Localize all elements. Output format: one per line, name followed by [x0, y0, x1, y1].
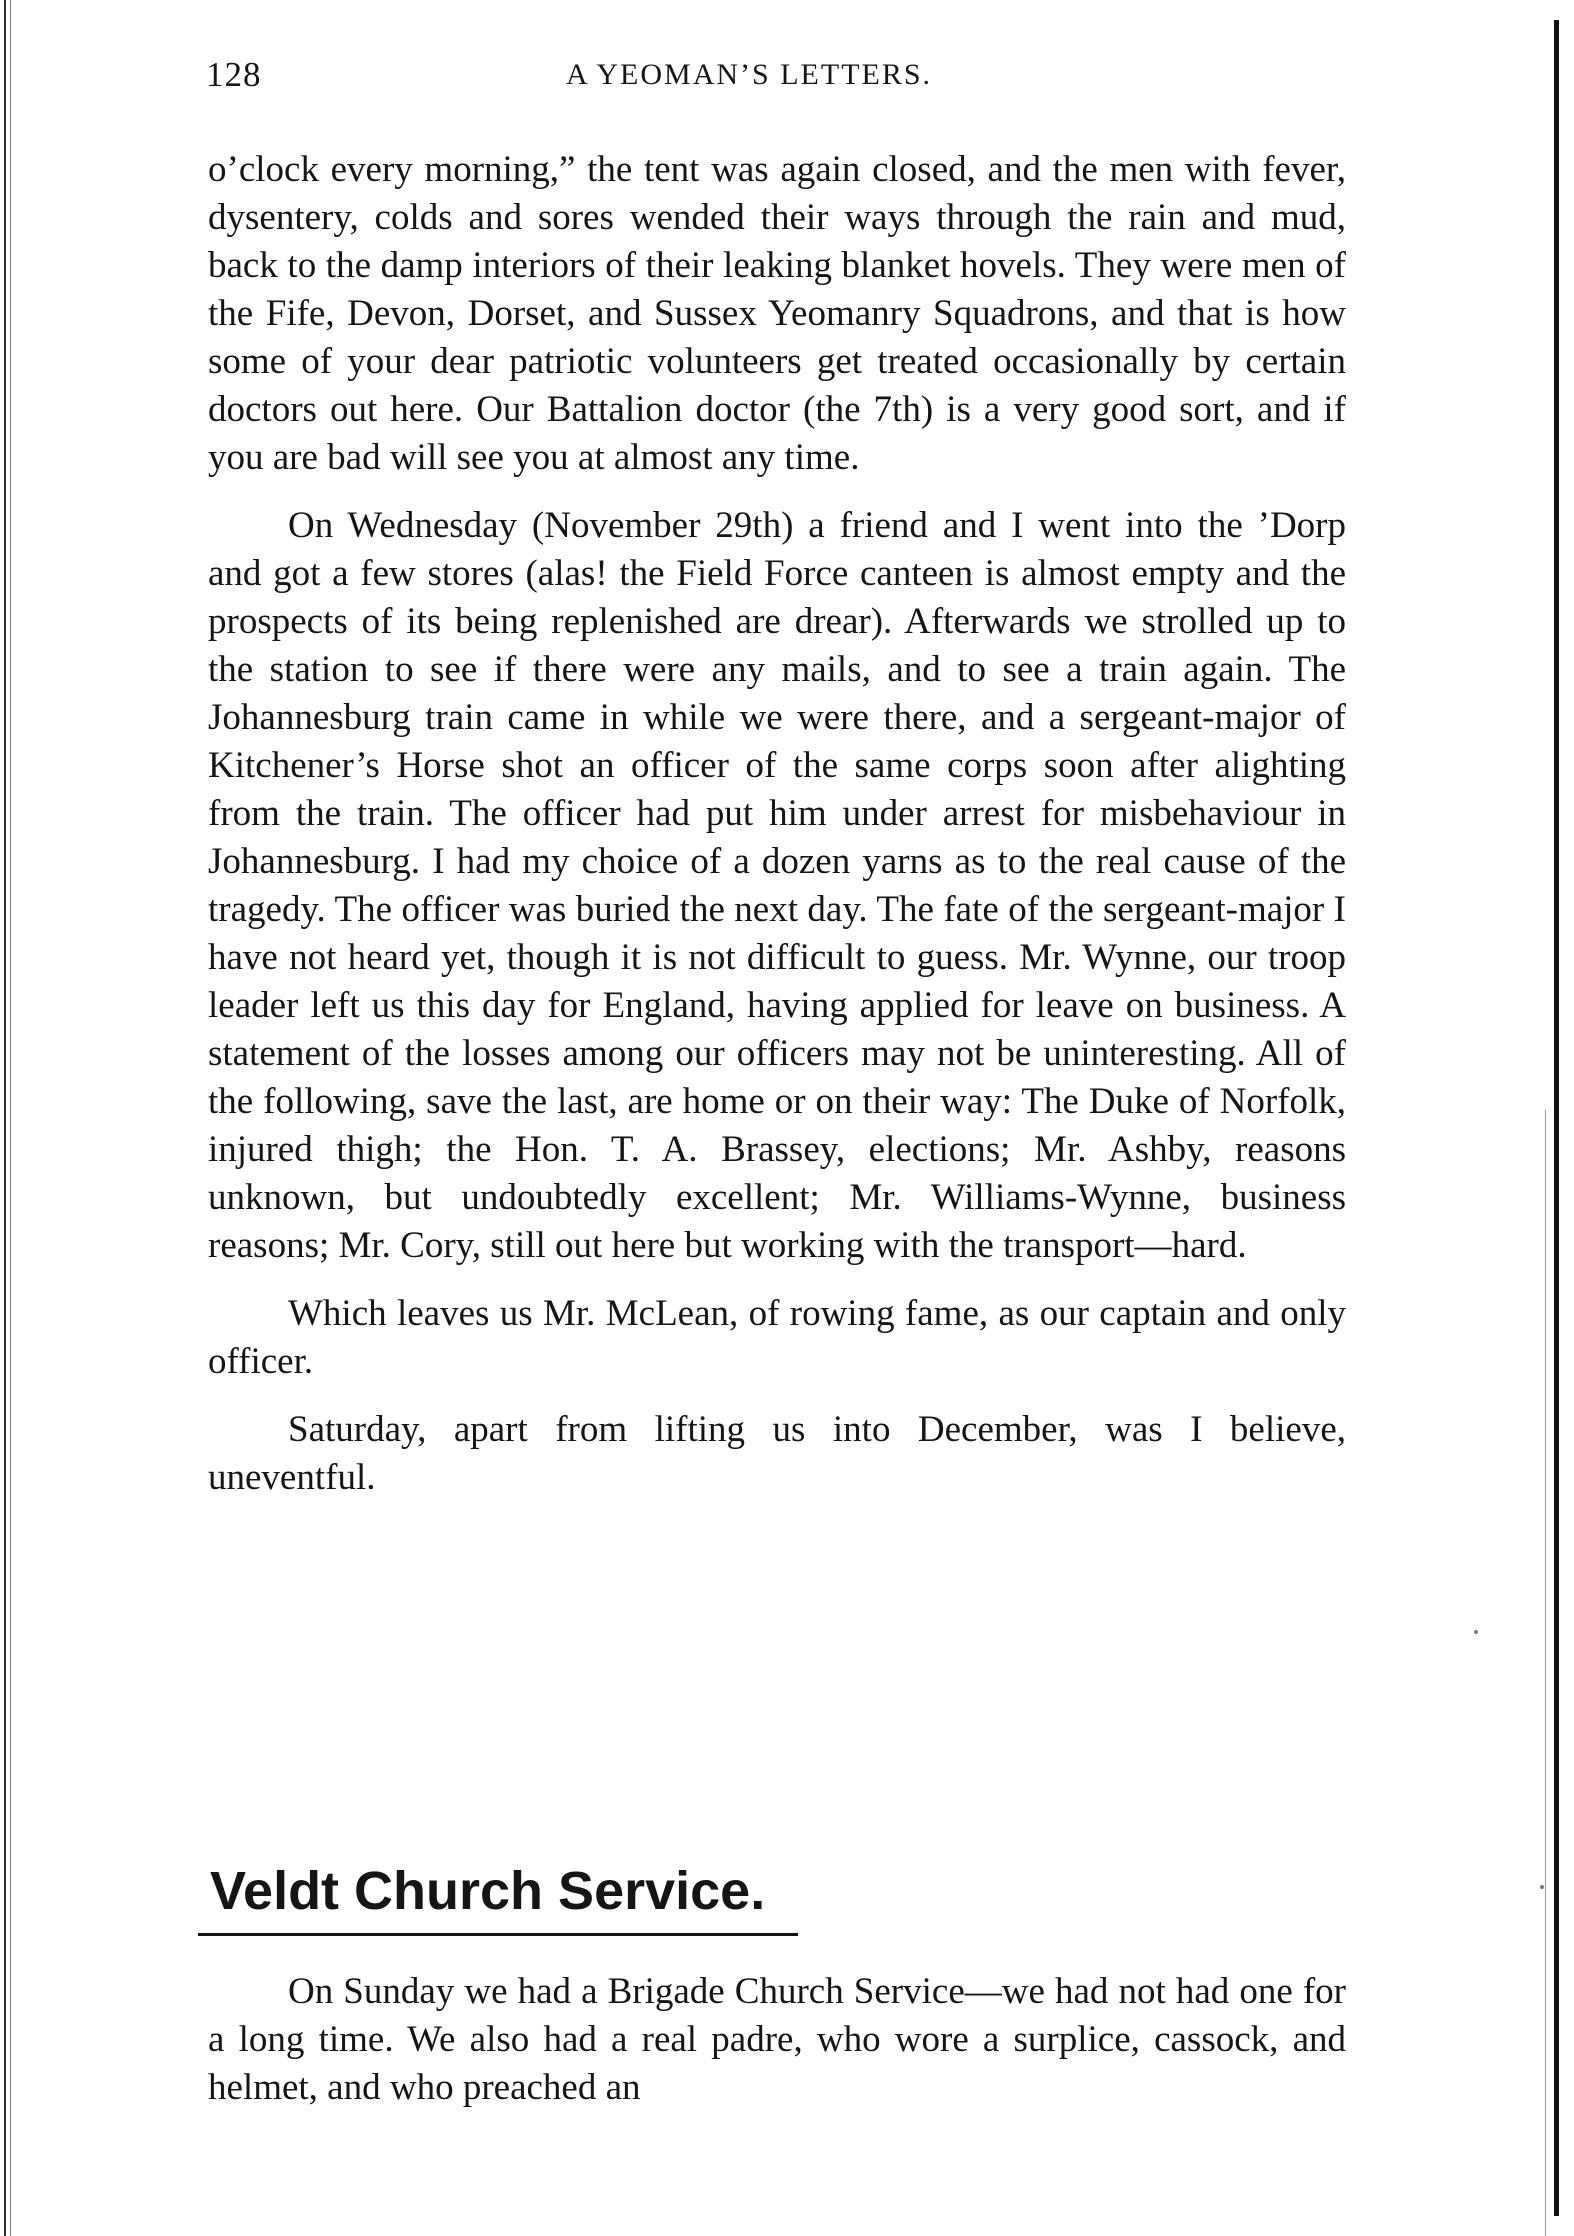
page-speck [1474, 1630, 1478, 1634]
right-inner-rule [1545, 1110, 1546, 2236]
paragraph-1: o’clock every morning,” the tent was again closed, and the men with fever, dysentery, colds and sores wended their ways through the rain and mud, back to the damp interiors of their leaking blanket hovels. They were men of the Fife, Devon, Dorset, and Sussex Yeomanry Squadrons, and that is how some of your dear patriotic volunteers get treated occasionally by certain doctors out here. Our Battalion doctor (the 7th) is a very good sort, and if you are bad will see you at almost any time. [208, 149, 1346, 478]
body-text [208, 146, 1346, 1522]
page-speck [1540, 1885, 1544, 1889]
section-title: Veldt Church Service. [210, 1861, 766, 1921]
page-header [206, 55, 1344, 97]
right-edge-rule [1554, 20, 1559, 2216]
paragraph-3: Which leaves us Mr. McLean, of rowing fame, as our captain and only officer. [208, 1293, 1346, 1382]
paragraph-4: Saturday, apart from lifting us into December, was I believe, uneventful. [208, 1409, 1346, 1498]
left-edge-rule [4, 0, 6, 2236]
page-number: 128 [206, 55, 262, 94]
left-inner-rule [10, 0, 11, 2236]
running-title: A YEOMAN’S LETTERS. [566, 58, 933, 91]
section-title-underline [198, 1933, 798, 1936]
paragraph-2: On Wednesday (November 29th) a friend and I went into the ’Dorp and got a few stores (alas! the Field Force canteen is almost empty and the prospects of its being replenished are drear). Afterwards we strolled up to the station to see if there were any mails, and to see a train again. The Johannesburg train came in while we were there, and a sergeant-major of Kitchener’s Horse shot an officer of the same corps soon after alighting from the train. The officer had put him under arrest for misbehaviour in Johannesburg. I had my choice of a dozen yarns as to the real cause of the tragedy. The officer was buried the next day. The fate of the sergeant-major I have not heard yet, though it is not difficult to guess. Mr. Wynne, our troop leader left us this day for England, having applied for leave on business. A statement of the losses among our officers may not be uninteresting. All of the following, save the last, are home or on their way: The Duke of Norfolk, injured thigh; the Hon. T. A. Brassey, elections; Mr. Ashby, reasons unknown, but undoubtedly excellent; Mr. Williams-Wynne, business reasons; Mr. Cory, still out here but working with the transport—hard. [208, 505, 1346, 1266]
section-paragraph: On Sunday we had a Brigade Church Service—we had not had one for a long time. We also had a real padre, who wore a surplice, cassock, and helmet, and who preached an [208, 1971, 1346, 2108]
section-body [208, 1968, 1346, 2112]
